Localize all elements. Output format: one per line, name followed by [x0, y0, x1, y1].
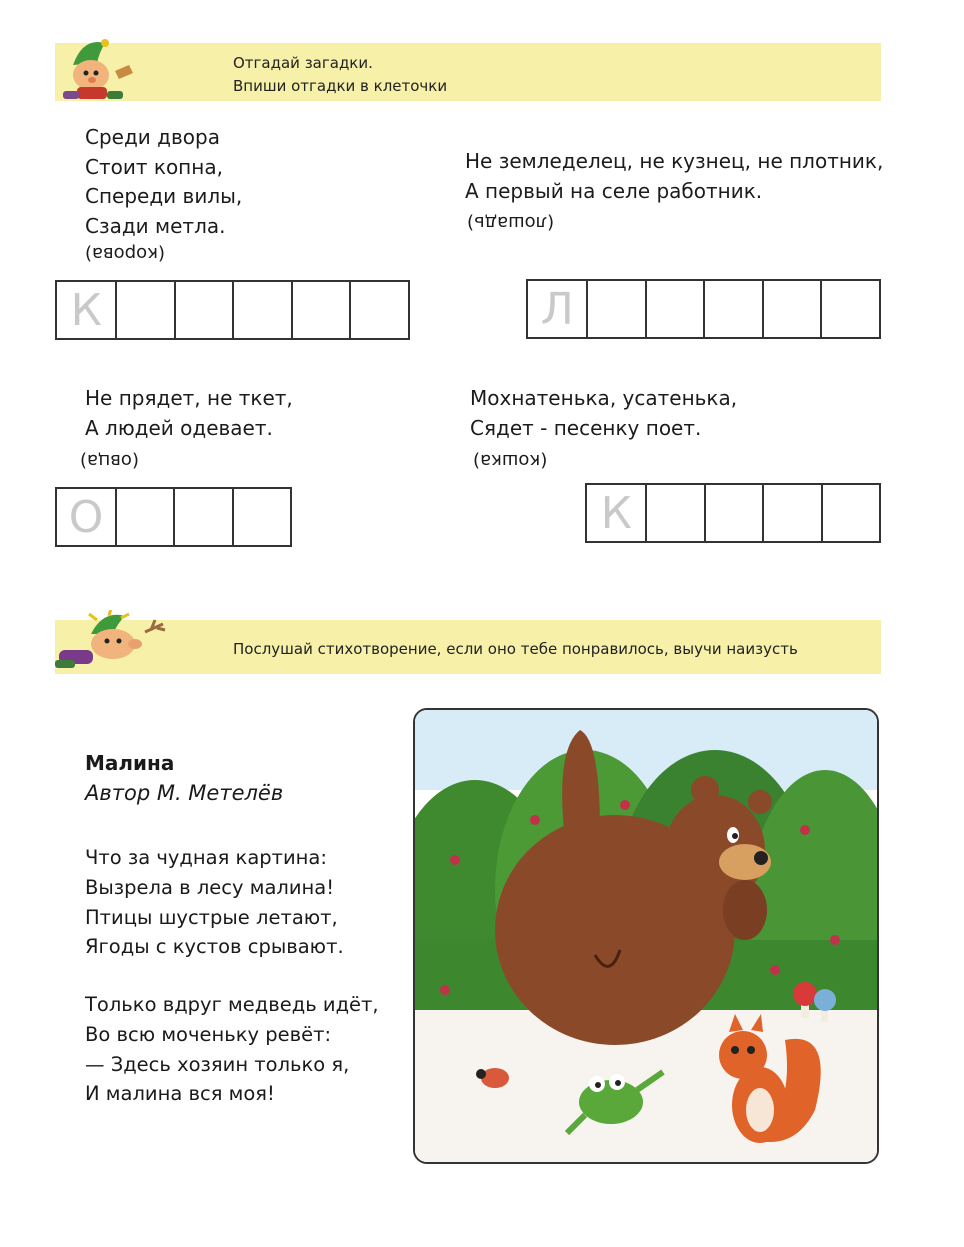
- riddle-line: Не прядет, не ткет,: [85, 386, 293, 410]
- answer-cell[interactable]: О: [68, 491, 104, 543]
- answer-cell[interactable]: [173, 489, 231, 545]
- poem-line: Только вдруг медведь идёт,: [85, 993, 379, 1016]
- riddle-1: [85, 123, 242, 241]
- bear-raspberry-illustration: [413, 708, 879, 1164]
- answer-cell[interactable]: [821, 485, 879, 541]
- answer-cell[interactable]: [704, 485, 762, 541]
- riddle-1-answer: (корова): [85, 243, 166, 264]
- answer-cell[interactable]: [820, 281, 879, 337]
- riddle-3: [85, 384, 293, 443]
- answer-grid-4: [585, 483, 881, 543]
- poem-stanza-1: [85, 843, 344, 962]
- answer-cell[interactable]: [291, 282, 350, 338]
- poem-line: И малина вся моя!: [85, 1082, 275, 1106]
- gnome-icon: [53, 35, 145, 105]
- riddle-line: Среди двора: [85, 125, 220, 149]
- poem-line: Вызрела в лесу малина!: [85, 875, 335, 899]
- answer-cell[interactable]: К: [600, 487, 632, 539]
- answer-grid-2: [526, 279, 881, 339]
- riddle-line: Не земледелец, не кузнец, не плотник,: [465, 149, 884, 173]
- instruction-line-2: Впиши отгадки в клеточки: [233, 77, 448, 95]
- riddle-2: [465, 147, 883, 206]
- answer-cell[interactable]: [645, 281, 704, 337]
- riddle-3-answer: (овца): [80, 450, 139, 471]
- riddle-line: Сядет - песенку поет.: [470, 415, 702, 440]
- riddle-line: А людей одевает.: [85, 415, 273, 440]
- poem-title: Малина: [85, 751, 175, 775]
- illustration-svg: [415, 710, 877, 1162]
- poem-instruction: Послушай стихотворение, если оно тебе понравилось, выучи наизусть: [233, 640, 798, 658]
- answer-cell[interactable]: [762, 281, 821, 337]
- answer-cell[interactable]: [232, 489, 290, 545]
- riddle-line: Сзади метла.: [85, 213, 226, 238]
- riddle-line: Спереди вилы,: [85, 184, 243, 208]
- answer-cell[interactable]: [115, 489, 173, 545]
- riddles-banner: [55, 43, 881, 101]
- poem-line: Птицы шустрые летают,: [85, 905, 338, 929]
- answer-cell[interactable]: [586, 281, 645, 337]
- riddle-line: Мохнатенька, усатенька,: [470, 386, 738, 410]
- poem-line: Ягоды с кустов срывают.: [85, 935, 344, 959]
- answer-cell[interactable]: [762, 485, 820, 541]
- gnome-icon: [51, 610, 171, 674]
- riddle-2-answer: (лошадь): [467, 212, 555, 233]
- answer-grid-3: [55, 487, 292, 547]
- riddle-line: Стоит копна,: [85, 154, 223, 179]
- riddle-line: А первый на селе работник.: [465, 178, 763, 203]
- answer-cell[interactable]: [349, 282, 408, 338]
- poem-line: Во всю моченьку ревёт:: [85, 1022, 332, 1046]
- answer-cell[interactable]: К: [70, 284, 102, 336]
- answer-cell[interactable]: [174, 282, 233, 338]
- riddle-4-answer: (кошка): [473, 450, 548, 471]
- riddle-4: [470, 384, 737, 443]
- answer-cell[interactable]: Л: [540, 283, 574, 335]
- poem-stanza-2: [85, 990, 379, 1109]
- instruction-line-1: Отгадай загадки.: [233, 54, 373, 72]
- poem-author: Автор М. Метелёв: [85, 781, 284, 805]
- answer-cell[interactable]: [115, 282, 174, 338]
- answer-cell[interactable]: [232, 282, 291, 338]
- poem-line: — Здесь хозяин только я,: [85, 1052, 350, 1076]
- answer-cell[interactable]: [645, 485, 703, 541]
- answer-cell[interactable]: [703, 281, 762, 337]
- answer-grid-1: [55, 280, 410, 340]
- poem-line: Что за чудная картина:: [85, 846, 327, 869]
- poem-banner: [55, 620, 881, 674]
